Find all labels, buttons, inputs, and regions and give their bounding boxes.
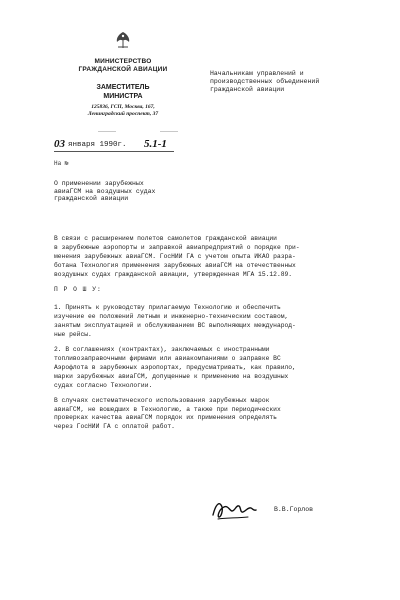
request-heading: П Р О Ш У: bbox=[54, 285, 102, 293]
addressee-line2: производственных объединений bbox=[210, 78, 320, 85]
date-day: 03 bbox=[54, 138, 65, 150]
body-item-1: 1. Принять к руководству прилагаемую Технологию и обеспечить изучение ее положений летным и инженерно-техническим составом, занятым эксплуатацией и обслуживанием ВС выполняющих международ- ные рейсы. bbox=[54, 304, 296, 339]
deputy-line2: МИНИСТРА bbox=[103, 92, 143, 100]
subject-line1: О применении зарубежных bbox=[54, 180, 144, 187]
ministry-line1: МИНИСТЕРСТВО bbox=[94, 58, 152, 65]
document-number: 5.1-1 bbox=[144, 138, 167, 150]
body-item-3: В случаях систематического использования зарубежных марок авиаГСМ, не вошедших в Технологию, а также при периодических проверках качества авиаГСМ порядок их применения определять через ГосНИИ ГА с оплатой работ. bbox=[54, 396, 281, 431]
ministry-line2: ГРАЖДАНСКОЙ АВИАЦИИ bbox=[78, 66, 168, 73]
handwritten-signature bbox=[210, 497, 258, 523]
subject-line2: авиаГСМ на воздушных судах bbox=[54, 187, 156, 195]
body-paragraph-intro: В связи с расширением полетов самолетов гражданской авиации в зарубежные аэропорты и заправкой авиапредприятий о порядке при- менения зарубежных авиаГСМ. ГосНИИ ГА с учетом опыта ИКАО разра- ботана Технология применения зарубежных авиаГСМ на отечественных воздушных судах гражданской авиации, утвержденная МГА 15.12.89. bbox=[54, 235, 300, 278]
date-month-year: января 1990г. bbox=[68, 141, 127, 149]
reference-number: На № bbox=[54, 160, 69, 167]
subject-block bbox=[54, 180, 224, 203]
ministry-name bbox=[68, 58, 178, 74]
deputy-title bbox=[68, 84, 178, 101]
letter-body bbox=[54, 235, 354, 438]
addressee-block bbox=[210, 70, 350, 94]
signer-name: В.В.Горлов bbox=[274, 506, 314, 513]
deputy-line1: ЗАМЕСТИТЕЛЬ bbox=[96, 84, 150, 91]
addressee-line3: гражданской авиации bbox=[210, 86, 285, 93]
emblem-icon bbox=[112, 30, 134, 50]
address-line1: 125836, ГСП, Москва, 167, bbox=[91, 104, 155, 110]
addressee-line1: Начальникам управлений и bbox=[210, 70, 304, 77]
reg-left: ______ bbox=[98, 127, 117, 133]
subject-line3: гражданской авиации bbox=[54, 195, 129, 202]
date-underline bbox=[54, 151, 174, 152]
body-item-2: 2. В соглашениях (контрактах), заключаемых с иностранными топливозаправочными фирмами или авиакомпаниями о заправке ВС Аэрофлота в зарубежных аэропортах, предусматривать, как правило, марки зарубежных авиаГСМ, допущенные к применению на воздушных судах согласно Технологии. bbox=[54, 346, 296, 389]
address-line2: Ленинградский проспект, 37 bbox=[87, 111, 159, 117]
date-line bbox=[54, 138, 214, 158]
reg-right: ______ bbox=[160, 127, 179, 133]
sender-address bbox=[60, 104, 186, 118]
